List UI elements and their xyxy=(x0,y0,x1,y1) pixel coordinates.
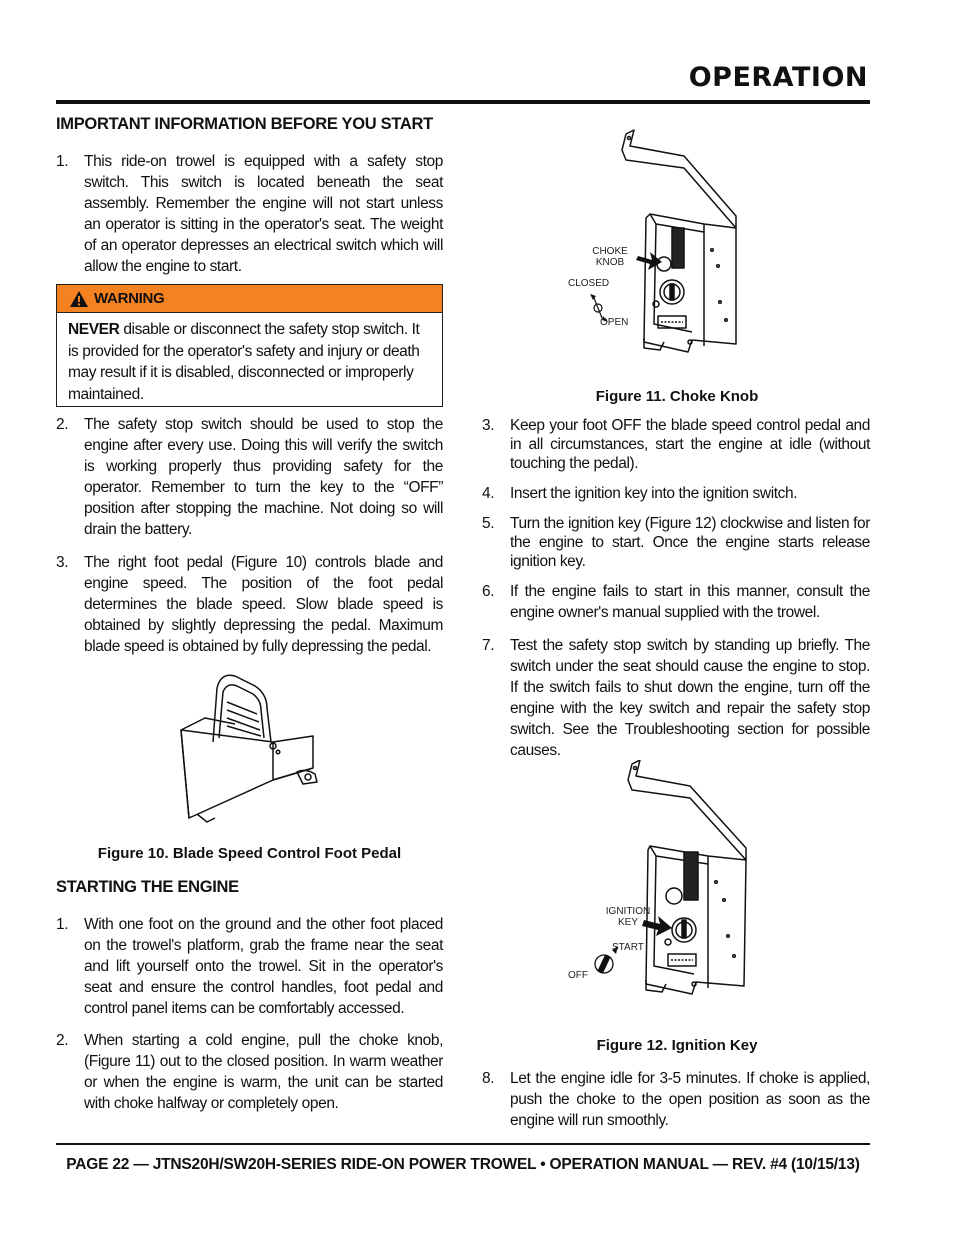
warning-lead: NEVER xyxy=(68,321,120,338)
label-open: OPEN xyxy=(600,317,629,328)
label-choke-line2: KNOB xyxy=(595,257,625,268)
list-number: 2. xyxy=(56,1032,69,1049)
label-choke-line1: CHOKE xyxy=(592,246,628,257)
list-item xyxy=(482,416,870,473)
page-footer: PAGE 22 — JTNS20H/SW20H-SERIES RIDE-ON POWER TROWEL • OPERATION MANUAL — REV. #4 (10/15/13) xyxy=(66,1156,860,1173)
figure-12-caption: Figure 12. Ignition Key xyxy=(596,1037,758,1054)
list-text: Keep your foot OFF the blade speed control pedal and in all circumstances, start the engine at idle (without touching the pedal). xyxy=(510,417,870,472)
list-item xyxy=(482,635,870,761)
list-number: 5. xyxy=(482,515,495,532)
list-text: If the engine fails to start in this manner, consult the engine owner's manual supplied with the trowel. xyxy=(510,583,870,621)
list-number: 1. xyxy=(56,153,69,170)
warning-header xyxy=(57,285,442,313)
list-text: Let the engine idle for 3-5 minutes. If choke is applied, push the choke to the open position as soon as the engine will run smoothly. xyxy=(510,1070,870,1129)
choke-knob-illustration xyxy=(560,128,750,358)
label-off: OFF xyxy=(568,970,588,981)
figure-11-caption: Figure 11. Choke Knob xyxy=(595,388,759,405)
label-ignition-key xyxy=(600,906,656,928)
ignition-key-illustration xyxy=(560,760,750,1000)
list-item xyxy=(482,484,870,503)
list-number: 3. xyxy=(482,417,495,434)
label-closed: CLOSED xyxy=(568,278,610,289)
list-number: 3. xyxy=(56,554,69,571)
label-ignition-line2: KEY xyxy=(617,917,638,928)
list-item xyxy=(56,914,443,1019)
section-heading-important: IMPORTANT INFORMATION BEFORE YOU START xyxy=(56,115,433,133)
list-item xyxy=(56,1030,443,1114)
list-text: Test the safety stop switch by standing up briefly. The switch under the seat should cause the engine to stop. If the switch fails to shut down the engine, turn off the engine with the key switch and repair the safety stop switch. See the Troubleshooting section for possible causes. xyxy=(510,637,870,759)
warning-text xyxy=(57,313,442,405)
list-item xyxy=(482,1068,870,1131)
list-number: 6. xyxy=(482,583,495,600)
list-number: 2. xyxy=(56,416,69,433)
warning-body: disable or disconnect the safety stop switch. It is provided for the operator's safety and injury or death may result if it is disabled, disconnected or improperly maintained. xyxy=(68,321,420,403)
list-number: 8. xyxy=(482,1070,495,1087)
warning-box xyxy=(56,284,443,407)
footer-rule xyxy=(56,1143,870,1145)
warning-label: WARNING xyxy=(94,290,165,307)
list-text: Turn the ignition key (Figure 12) clockwise and listen for the engine to start. Once the engine starts release ignition key. xyxy=(510,515,870,570)
list-text: This ride-on trowel is equipped with a safety stop switch. This switch is located beneath the seat assembly. Remember the engine will not start unless an operator is sitting in the operator's seat. The weight of an operator depresses an electrical switch which will allow the engine to start. xyxy=(84,153,443,275)
warning-triangle-icon xyxy=(69,290,89,308)
page-title: OPERATION xyxy=(688,62,868,93)
list-text: The right foot pedal (Figure 10) controls blade and engine speed. The position of the foot pedal determines the blade speed. Slow blade speed is obtained by slightly depressing the pedal. Maximum blade speed is obtained by fully depressing the pedal. xyxy=(84,554,443,655)
list-item xyxy=(56,414,443,540)
list-text: The safety stop switch should be used to stop the engine after every use. Doing this will verify the switch is working properly thus providing safety for the operator. Remember to turn the key to the “OFF” position after stopping the machine. Not doing so will drain the battery. xyxy=(84,416,443,538)
list-item xyxy=(56,552,443,657)
list-item xyxy=(482,514,870,571)
label-choke-knob xyxy=(584,246,636,268)
list-text: With one foot on the ground and the other foot placed on the trowel's platform, grab the frame near the seat and lift yourself onto the trowel. Sit in the operator's seat and ensure the control handles, foot pedal and control panel items can be comfortably accessed. xyxy=(84,916,443,1017)
foot-pedal-illustration xyxy=(175,668,325,828)
list-number: 1. xyxy=(56,916,69,933)
label-start: START xyxy=(612,942,644,953)
section-heading-starting: STARTING THE ENGINE xyxy=(56,878,239,896)
list-text: Insert the ignition key into the ignition switch. xyxy=(510,485,798,502)
figure-10-caption: Figure 10. Blade Speed Control Foot Pedal xyxy=(97,845,402,862)
list-item xyxy=(482,581,870,623)
header-rule xyxy=(56,100,870,104)
list-number: 7. xyxy=(482,637,495,654)
list-number: 4. xyxy=(482,485,495,502)
list-text: When starting a cold engine, pull the choke knob, (Figure 11) out to the closed position. In warm weather or when the engine is warm, the unit can be started with choke halfway or completely open. xyxy=(84,1032,443,1112)
label-ignition-line1: IGNITION xyxy=(605,906,651,917)
list-item xyxy=(56,151,443,277)
